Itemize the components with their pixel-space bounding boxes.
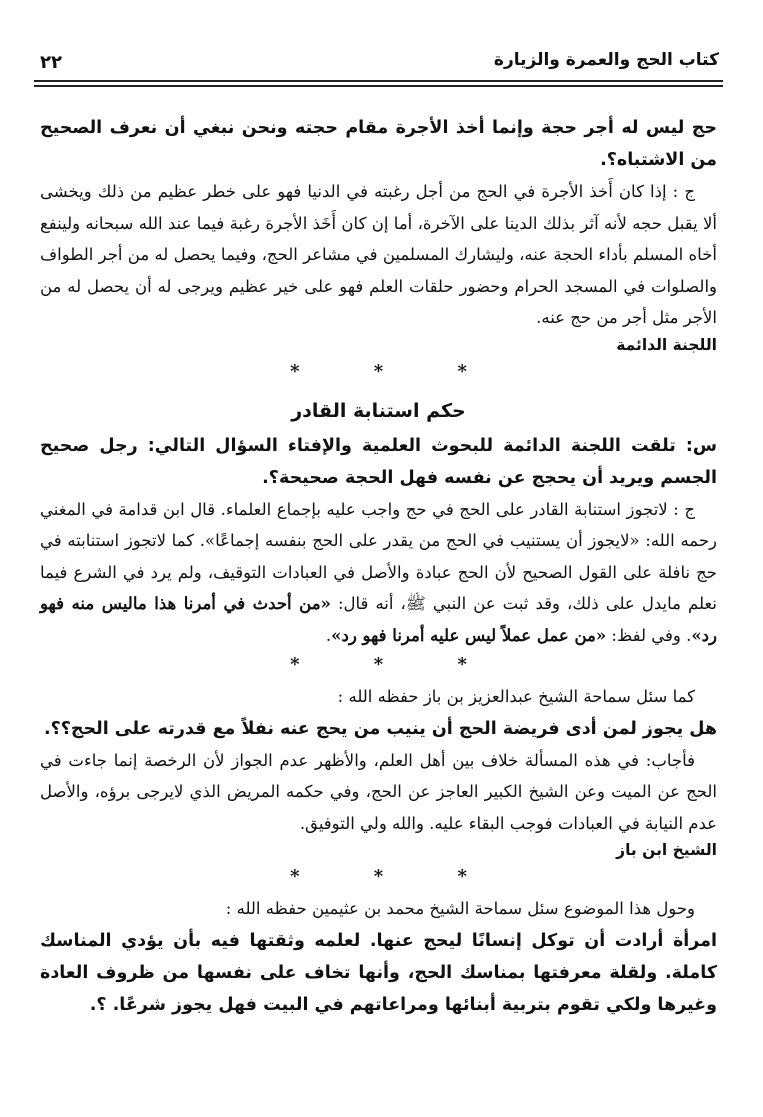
signature-standing-committee: اللجنة الدائمة: [616, 335, 717, 354]
answer-connector: . وفي لفظ:: [611, 625, 692, 645]
header-rule: [34, 80, 723, 87]
signature-ibn-baz: الشيخ ابن باز: [616, 841, 717, 859]
answer-paragraph-1: ج : إذا كان أَخذ الأجرة في الحج من أجل رغبته في الدنيا فهو على خطر عظيم من ذلك ويخشى ألا يقبل حجه لأنه آثر بذلك الدينا على الآخرة، أما إن كان أَخَذ الأجرة رغبة فيما عند الله سبحانه ولينفع أخاه المسلم بأداء الحجة عنه، وليشارك المسلمين في مشاعر الحج، وفيما يحصل له من أجر الطواف والصلوات في المسجد الحرام وحضور حلقات العلم فهو على خير عظيم ويرجى له أن يحصل له من الأجر مثل أجر من حج عنه.: [40, 182, 717, 327]
section-separator: * * *: [290, 360, 501, 382]
book-title: كتاب الحج والعمرة والزيارة: [493, 50, 719, 70]
section-heading: حكم استنابة القادر: [291, 399, 466, 422]
question-paragraph-2: س: تلقت اللجنة الدائمة للبحوث العلمية والإفتاء السؤال التالي: رجل صحيح الجسم ويريد أن يحجج عن نفسه فهل الحجة صحيحة؟.: [40, 435, 717, 488]
section-separator: * * *: [290, 654, 501, 675]
question-paragraph-4: امرأة أرادت أن توكل إنسانًا ليحج عنها. لعلمه وثقتها فيه بأن يؤدي المناسك كاملة. ولقلة معرفتها بمناسك الحج، وأنها تخاف على نفسها من ظروف العادة وغيرها ولكي تقوم بتربية أبنائها ومراعاتهم في البيت فهل يجوز شرعًا. ؟.: [40, 930, 717, 1015]
page-content: [40, 112, 717, 1021]
hadith-quote-2: «من عمل عملاً ليس عليه أمرنا فهو رد»: [331, 625, 607, 645]
answer-paragraph-3: فأجاب: في هذه المسألة خلاف بين أهل العلم، والأظهر عدم الجواز لأن الرخصة إنما جاءت في الحج عن الميت وعن الشيخ الكبير العاجز عن الحج، وفي حكمه المريض الذي لايرجى برؤه، والأصل عدم النيابة في العبادات فوجب البقاء عليه. والله ولي التوفيق.: [40, 750, 717, 833]
page-number: ٢٢: [40, 52, 62, 73]
section-separator: * * *: [290, 866, 501, 887]
hadith-quote-1: «من أحدث في أمرنا هذا ماليس منه فهو رد»: [40, 594, 717, 645]
intro-paragraph-3: كما سئل سماحة الشيخ عبدالعزيز بن باز حفظه الله :: [337, 687, 695, 706]
question-continuation: حج ليس له أجر حجة وإنما أخذ الأجرة مقام حجته ونحن نبغي أن نعرف الصحيح من الاشتباه؟.: [40, 118, 717, 170]
question-paragraph-3: هل يجوز لمن أدى فريضة الحج أن ينيب من يحج عنه نفلاً مع قدرته على الحج؟؟.: [43, 718, 717, 739]
answer-paragraph-2: [40, 494, 717, 652]
answer-text: ج : لاتجوز استنابة القادر على الحج في حج واجب عليه بإجماع العلماء. قال ابن قدامة في المغني رحمه الله: «لايجوز أن يستنيب في الحج من يقدر على الحج بنفسه إجماعًا». كما لاتجوز استنابته في حج نافلة على القول الصحيح لأن الحج عبادة والأصل في العبادات التوقيف، ولم يرد في الشرع فيما نعلم مايدل على ذلك، وقد ثبت عن النبي ﷺ، أنه قال:: [40, 499, 717, 613]
page-header: [40, 50, 719, 80]
intro-paragraph-4: وحول هذا الموضوع سئل سماحة الشيخ محمد بن عثيمين حفظه الله :: [225, 899, 695, 918]
answer-end: .: [325, 625, 332, 645]
